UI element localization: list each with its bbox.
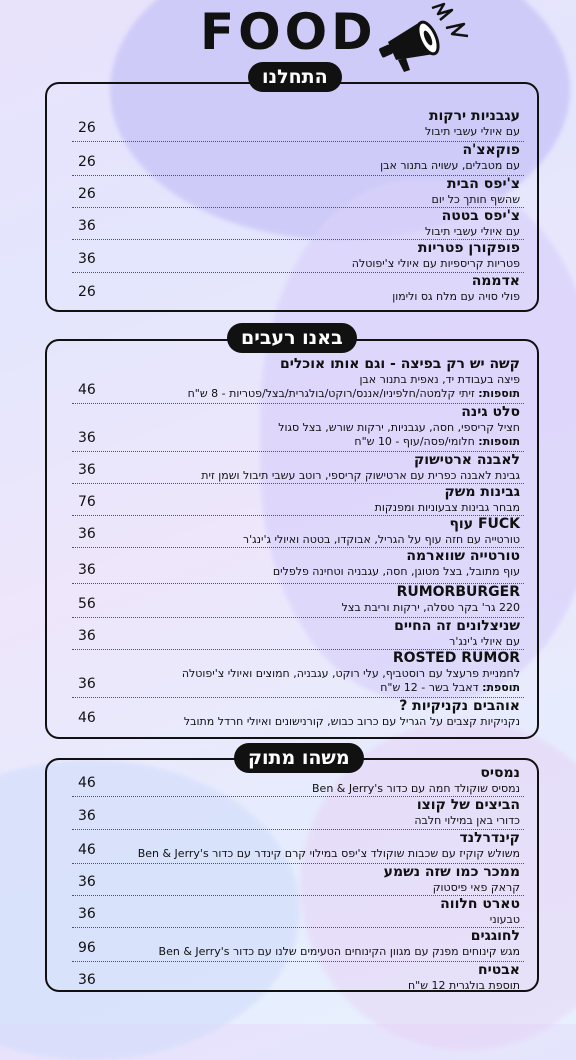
menu-item-price: 36	[78, 808, 96, 824]
menu-item-description	[120, 635, 520, 649]
menu-item-body	[120, 240, 520, 271]
menu-item-body	[120, 962, 520, 993]
menu-item-name: לאבנה ארטישוק	[413, 452, 520, 468]
menu-item-price: 46	[78, 775, 96, 791]
menu-item-name: צ'יפס בטטה	[441, 208, 520, 224]
menu-item-body	[120, 108, 520, 139]
menu-item-description	[120, 373, 520, 387]
menu-item-name: אוהבים נקניקיות ?	[399, 698, 520, 714]
menu-item	[52, 176, 534, 208]
menu-item-description	[120, 469, 520, 483]
menu-item-price: 36	[78, 218, 96, 234]
menu-item-description	[120, 979, 520, 993]
menu-item-price: 26	[78, 186, 96, 202]
description-text: משולש קוקיז עם שכבות שוקולד צ'יפס במילוי קרם קינדר עם כדור Ben & Jerry's	[137, 847, 520, 860]
page-title: FOOD	[200, 3, 377, 61]
description-text: 220 גר' בקר טסלה, ירקות וריבת בצל	[341, 601, 520, 614]
menu-item-description	[120, 387, 520, 401]
addon-label: תוספות:	[478, 387, 520, 400]
menu-item-body	[120, 516, 520, 547]
section-title-desserts: משהו מתוק	[234, 743, 364, 773]
section-title-mains: באנו רעבים	[227, 323, 357, 353]
menu-item-body	[120, 618, 520, 649]
menu-item	[52, 618, 534, 650]
description-text: עוף מתובל, בצל מטוגן, חסה, עגבניה וטחינה פלפלים	[272, 565, 520, 578]
menu-item-name: שניצלונים זה החיים	[394, 618, 520, 634]
menu-item-description	[120, 225, 520, 239]
menu-item	[52, 273, 534, 306]
menu-item-body	[120, 765, 520, 796]
description-text: פולי סויה עם מלח גס ולימון	[392, 290, 520, 303]
menu-item-body	[120, 142, 520, 173]
menu-item-body	[120, 698, 520, 729]
menu-item	[52, 240, 534, 273]
menu-item-body	[120, 797, 520, 828]
menu-item-price: 26	[78, 154, 96, 170]
menu-item-description	[120, 290, 520, 304]
menu-item-name: טארט חלווה	[440, 896, 520, 912]
menu-item-description	[120, 847, 520, 861]
menu-item-body	[120, 896, 520, 927]
menu-item-description	[120, 715, 520, 729]
menu-item-description	[120, 565, 520, 579]
menu-item-body	[120, 404, 520, 449]
menu-item	[52, 484, 534, 516]
menu-item	[52, 962, 534, 994]
menu-item-body	[120, 356, 520, 401]
menu-item-description	[120, 159, 520, 173]
menu-item-name: פופקורן פטריות	[417, 240, 520, 256]
menu-item-name: ממכר כמו שזה נשמע	[383, 864, 520, 880]
menu-item	[52, 864, 534, 896]
menu-item-name: טורטייה שווארמה	[406, 548, 520, 564]
menu-item-description	[120, 435, 520, 449]
menu-item-body	[120, 484, 520, 515]
description-text: טבעוני	[489, 913, 520, 926]
menu-item	[52, 765, 534, 797]
description-text: זיתי קלמטה/חלפיניו/אננס/רוקט/בולגרית/בצל/פטריות - 8 ש"ח	[187, 387, 479, 400]
menu-item-name: אדממה	[471, 273, 520, 289]
menu-item-price: 56	[78, 596, 96, 612]
menu-item-description	[120, 421, 520, 435]
description-text: עם איולי עשבי תיבול	[425, 225, 520, 238]
menu-item-name: הביצים של קוצו	[416, 797, 520, 813]
menu-item-price: 96	[78, 940, 96, 956]
menu-item	[52, 896, 534, 928]
menu-item-body	[120, 928, 520, 959]
megaphone-icon	[374, 2, 470, 76]
menu-item-body	[120, 548, 520, 579]
description-text: חציל קריספי, חסה, עגבניות, ירקות שורש, בצל סגול	[278, 421, 520, 434]
menu-item-price: 26	[78, 284, 96, 300]
menu-item-price: 36	[78, 251, 96, 267]
menu-item-description	[120, 667, 520, 681]
description-text: חלומי/פסה/עוף - 10 ש"ח	[354, 435, 479, 448]
menu-item	[52, 208, 534, 240]
description-text: טורטייה עם חזה עוף על הגריל, אבוקדו, בטטה ואיולי ג'ינג'ר	[242, 533, 520, 546]
menu-item-name: FUCK עוף	[449, 516, 520, 532]
menu-item-price: 36	[78, 972, 96, 988]
menu-item-name: נמסיס	[480, 765, 520, 781]
menu-item-price: 76	[78, 494, 96, 510]
menu-item-price: 36	[78, 462, 96, 478]
menu-item-body	[120, 208, 520, 239]
menu-item-name: ROSTED RUMOR	[392, 650, 520, 666]
menu-item-price: 46	[78, 842, 96, 858]
menu-item-name: סלט גינה	[461, 404, 520, 420]
menu-item-body	[120, 584, 520, 615]
description-text: דאבל בשר - 12 ש"ח	[380, 681, 483, 694]
description-text: עם איולי עשבי תיבול	[425, 125, 520, 138]
menu-item-price: 36	[78, 874, 96, 890]
menu-item-description	[120, 533, 520, 547]
menu-item-name: צ'יפס הבית	[447, 176, 520, 192]
menu-item	[52, 928, 534, 962]
description-text: עם מטבלים, עשויה בתנור אבן	[380, 159, 520, 172]
menu-item-body	[120, 273, 520, 304]
addon-label: תוספת:	[482, 681, 520, 694]
menu-item-description	[120, 601, 520, 615]
menu-item	[52, 516, 534, 548]
menu-item-description	[120, 814, 520, 828]
menu-item	[52, 452, 534, 484]
description-text: לחמניית פרעצל עם רוסטביף, עלי רוקט, עגבניה, חמוצים ואיולי צ'יפוטלה	[181, 667, 520, 680]
menu-item-description	[120, 881, 520, 895]
menu-item-price: 46	[78, 382, 96, 398]
menu-item	[52, 830, 534, 864]
menu-item	[52, 584, 534, 618]
menu-item-description	[120, 782, 520, 796]
section-title-starters: התחלנו	[248, 62, 342, 92]
menu-item-description	[120, 681, 520, 695]
menu-item-body	[120, 830, 520, 861]
description-text: עם איולי ג'ינג'ר	[449, 635, 520, 648]
menu-item-name: גבינות משק	[444, 484, 520, 500]
description-text: גבינת לאבנה כפרית עם ארטישוק קריספי, רוטב עשבי תיבול ושמן זית	[201, 469, 520, 482]
menu-item-name: RUMORBURGER	[396, 584, 520, 600]
description-text: פטריות קריספיות עם איולי צ'יפוטלה	[351, 257, 520, 270]
menu-item-price: 36	[78, 526, 96, 542]
menu-item	[52, 698, 534, 732]
menu-item-price: 46	[78, 710, 96, 726]
menu-item-name: לחוגגים	[470, 928, 520, 944]
menu-item-body	[120, 864, 520, 895]
menu-item-body	[120, 176, 520, 207]
menu-item-name: קשה יש רק בפיצה - וגם אותו אוכלים	[279, 356, 520, 372]
menu-item	[52, 548, 534, 584]
menu-item-description	[120, 945, 520, 959]
description-text: נמסיס שוקולד חמה עם כדור Ben & Jerry's	[312, 782, 520, 795]
description-text: קראק פאי פיסטוק	[432, 881, 520, 894]
menu-item-description	[120, 193, 520, 207]
menu-item-price: 36	[78, 906, 96, 922]
description-text: תוספת בולגרית 12 ש"ח	[407, 979, 520, 992]
menu-item-price: 36	[78, 562, 96, 578]
menu-item-description	[120, 501, 520, 515]
description-text: כדורי באן במילוי חלבה	[414, 814, 520, 827]
menu-item-description	[120, 913, 520, 927]
description-text: מגש קינוחים מפנק עם מגוון הקינוחים הטעימים שלנו עם כדור Ben & Jerry's	[158, 945, 520, 958]
description-text: פיצה בעבודת יד, נאפית בתנור אבן	[359, 373, 520, 386]
menu-item-body	[120, 650, 520, 695]
menu-item	[52, 404, 534, 452]
addon-label: תוספות:	[478, 435, 520, 448]
menu-item-price: 36	[78, 676, 96, 692]
menu-item-description	[120, 257, 520, 271]
menu-item-name: עגבניות ירקות	[428, 108, 520, 124]
menu-item-name: פוקאצ'ה	[462, 142, 520, 158]
description-text: שהשף חותך כל יום	[431, 193, 520, 206]
menu-item	[52, 108, 534, 142]
menu-item	[52, 142, 534, 176]
menu-item-price: 26	[78, 120, 96, 136]
menu-item-name: אבטיח	[478, 962, 520, 978]
description-text: מבחר גבינות צבעוניות ומפנקות	[374, 501, 520, 514]
menu-item-name: קינדרלנד	[459, 830, 520, 846]
menu-item-body	[120, 452, 520, 483]
menu-item	[52, 356, 534, 404]
menu-item	[52, 797, 534, 830]
description-text: נקניקיות קצבים על הגריל עם כרוב כבוש, קורנישונים ואיולי חרדל מתובל	[183, 715, 520, 728]
menu-item-description	[120, 125, 520, 139]
menu-item-price: 36	[78, 430, 96, 446]
menu-item-price: 36	[78, 628, 96, 644]
menu-item	[52, 650, 534, 698]
